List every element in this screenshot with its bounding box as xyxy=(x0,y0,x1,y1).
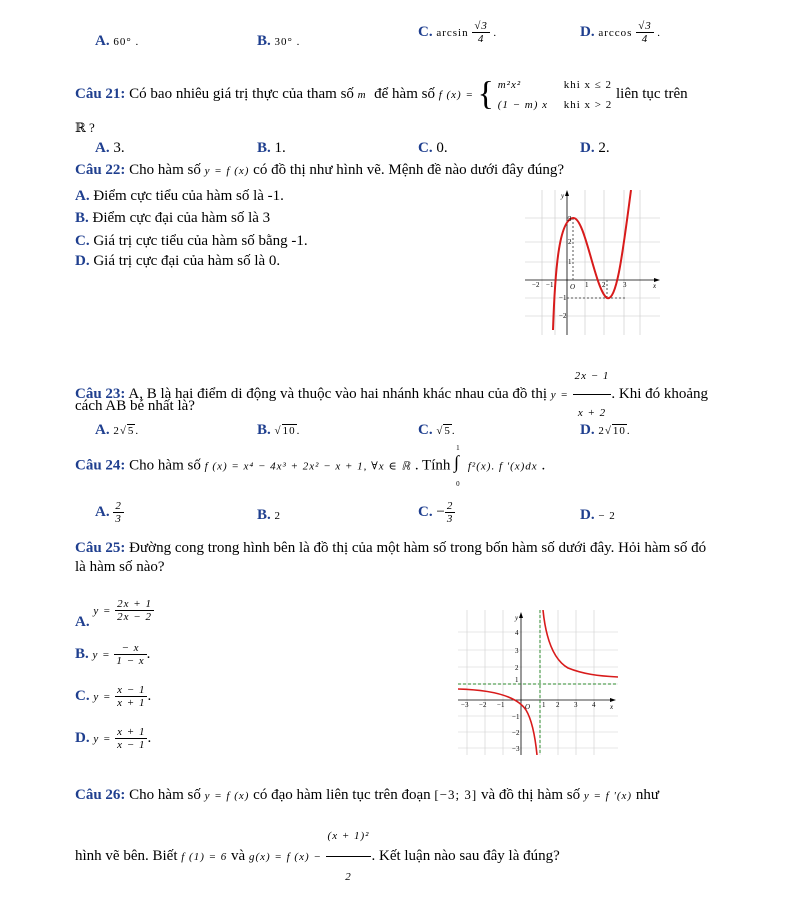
q25-option-a: A. y = $\frac{2x + 1}{2x - 2}$ xyxy=(75,598,152,630)
q22-graph xyxy=(525,190,660,335)
svg-text:1: 1 xyxy=(568,258,572,266)
svg-text:−1: −1 xyxy=(559,294,567,302)
q24-option-d: D. − 2 xyxy=(580,507,616,523)
q23-stem: Câu 23: A, B là hai điểm di động và thuộc vào hai nhánh khác nhau của đồ thị y = $\frac{2x - 1}{x + 2}$ . Khi đó khoảng xyxy=(75,358,708,431)
svg-text:−2: −2 xyxy=(559,312,567,320)
svg-text:3: 3 xyxy=(515,647,519,655)
q20-option-b: B. 30° . xyxy=(257,33,301,49)
svg-text:−3: −3 xyxy=(512,745,520,753)
svg-text:−2: −2 xyxy=(532,281,540,289)
q23-option-c: C. √5. xyxy=(418,422,456,438)
svg-text:2: 2 xyxy=(515,664,519,672)
q21-line2: ℝ ? xyxy=(75,120,95,135)
q25-x-label: x xyxy=(610,703,614,711)
svg-text:2: 2 xyxy=(556,701,560,709)
svg-text:1: 1 xyxy=(515,676,519,684)
q22-stem: Câu 22: Cho hàm số y = f (x) có đồ thị như hình vẽ. Mệnh đề nào dưới đây đúng? xyxy=(75,162,564,178)
q21-option-c: C. 0. xyxy=(418,140,448,156)
q26-stem: Câu 26: Cho hàm số y = f (x) có đạo hàm liên tục trên đoạn [−3; 3] và đồ thị hàm số y = f '(x) như xyxy=(75,787,659,803)
q24-stem: Câu 24: Cho hàm số f (x) = x⁴ − 4x³ + 2x² − x + 1, ∀x ∈ ℝ . Tính 1 ∫ 0 f²(x). f '(x)dx . xyxy=(75,444,546,488)
q22-option-c: C. Giá trị cực tiểu của hàm số bằng -1. xyxy=(75,233,308,249)
q23-option-b: B. √10. xyxy=(257,422,301,438)
svg-text:1: 1 xyxy=(542,701,546,709)
svg-text:4: 4 xyxy=(515,629,519,637)
q25-line2: là hàm số nào? xyxy=(75,559,165,575)
q22-origin: O xyxy=(570,283,576,291)
q25-origin: O xyxy=(525,703,531,711)
svg-text:1: 1 xyxy=(585,281,589,289)
svg-text:3: 3 xyxy=(574,701,578,709)
q24-option-a: A. $\frac{2}{3}$ xyxy=(95,500,122,525)
q21-option-b: B. 1. xyxy=(257,140,286,156)
q20-option-c: C. arcsin $\frac{√3}{4}$ . xyxy=(418,20,498,45)
q24-option-b: B. 2 xyxy=(257,507,282,523)
svg-text:−1: −1 xyxy=(512,713,520,721)
svg-text:−1: −1 xyxy=(546,281,554,289)
svg-text:2: 2 xyxy=(602,281,606,289)
svg-text:3: 3 xyxy=(568,215,572,223)
q20-option-d: D. arccos $\frac{√3}{4}$ . xyxy=(580,20,662,45)
q25-stem: Câu 25: Đường cong trong hình bên là đồ thị của một hàm số trong bốn hàm số dưới đây. Hỏi hàm số đó xyxy=(75,540,707,556)
q21-option-a: A. 3. xyxy=(95,140,125,156)
q22-option-a: A. Điểm cực tiểu của hàm số là -1. xyxy=(75,188,284,204)
q22-option-b: B. Điểm cực đại của hàm số là 3 xyxy=(75,210,271,226)
q22-option-d: D. Giá trị cực đại của hàm số là 0. xyxy=(75,253,281,269)
q22-y-label: y xyxy=(561,192,565,200)
q21-stem: Câu 21: Có bao nhiêu giá trị thực của tham số m để hàm số f (x) = { m²x² khi x ≤ 2 (1 − m) x khi x > 2 liên tục trên xyxy=(75,75,688,113)
q25-graph xyxy=(458,610,618,755)
q25-y-label: y xyxy=(515,614,519,622)
q24-option-c: C. − $\frac{2}{3}$ xyxy=(418,500,454,525)
svg-text:−2: −2 xyxy=(512,729,520,737)
q25-option-b: B. y = $\frac{- x}{1 - x}$ . xyxy=(75,642,151,667)
svg-text:−3: −3 xyxy=(461,701,469,709)
q25-option-d: D. y = $\frac{x + 1}{x - 1}$ . xyxy=(75,726,152,751)
q20-option-a: A. 60° . xyxy=(95,33,140,49)
svg-text:2: 2 xyxy=(568,238,572,246)
q26-line2: hình vẽ bên. Biết f (1) = 6 và g(x) = f (x) − $\frac{\text{(x + 1)²}}{2}$ . Kết luận nào sau đây là đúng? xyxy=(75,816,560,897)
q25-left-branch xyxy=(458,689,537,755)
q21-option-d: D. 2. xyxy=(580,140,610,156)
q23-line2: cách AB bé nhất là? xyxy=(75,398,195,414)
q22-x-label: x xyxy=(653,282,657,290)
svg-text:−1: −1 xyxy=(497,701,505,709)
q23-option-d: D. 2√10. xyxy=(580,422,631,438)
q23-option-a: A. 2√5. xyxy=(95,422,140,438)
q25-option-c: C. y = $\frac{x - 1}{x + 1}$ . xyxy=(75,684,152,709)
svg-text:−2: −2 xyxy=(479,701,487,709)
svg-text:3: 3 xyxy=(623,281,627,289)
q22-curve xyxy=(553,190,631,330)
svg-text:4: 4 xyxy=(592,701,596,709)
